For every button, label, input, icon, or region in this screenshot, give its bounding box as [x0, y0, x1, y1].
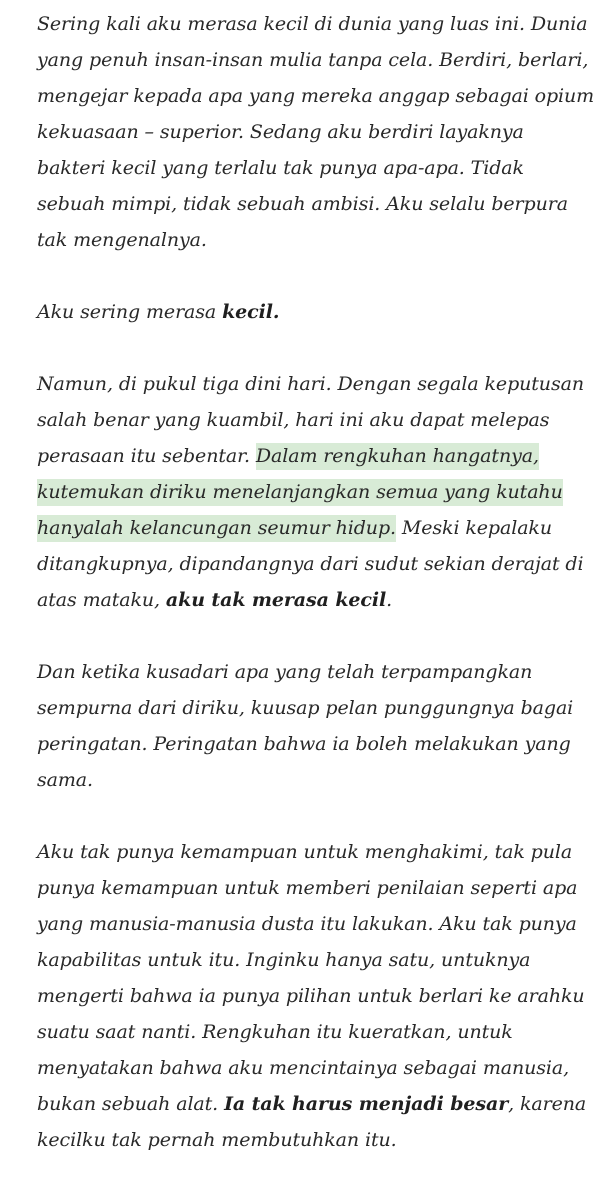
text-segment: Sering kali aku merasa kecil di dunia yang luas ini. Dunia yang penuh insan-insan mulia tanpa cela. Berdiri, berlari, mengejar kepada apa yang mereka anggap sebagai opium kekuasaan – superior. Sedang aku berdiri layaknya bakteri kecil yang terlalu tak punya apa-apa. Tidak sebuah mimpi, tidak sebuah ambisi. Aku selalu berpura tak mengenalnya. [37, 13, 595, 251]
text-segment: Meski kepalaku ditangkupnya, dipandangnya dari sudut sekian derajat di atas mataku, [37, 517, 584, 611]
paragraph-3 [37, 366, 597, 618]
text-segment: Namun, di pukul tiga dini hari. Dengan segala keputusan salah benar yang kuambil, hari ini aku dapat melepas perasaan itu sebentar. [37, 373, 584, 467]
paragraph-4 [37, 654, 597, 798]
paragraph-1 [37, 0, 597, 258]
text-segment: , karena kecilku tak pernah membutuhkan itu. [37, 1093, 587, 1151]
text-segment: Dan ketika kusadari apa yang telah terpampangkan sempurna dari diriku, kuusap pelan punggungnya bagai peringatan. Peringatan bahwa ia boleh melakukan yang sama. [37, 661, 574, 791]
bold-text-segment: Ia tak harus menjadi besar [224, 1093, 509, 1115]
bold-text-segment: aku tak merasa kecil [165, 589, 387, 611]
paragraph-2 [37, 294, 597, 330]
article-body [37, 0, 597, 1158]
text-segment: Aku sering merasa [37, 301, 223, 323]
text-segment: Aku tak punya kemampuan untuk menghakimi, tak pula punya kemampuan untuk memberi penilaian seperti apa yang manusia-manusia dusta itu lakukan. Aku tak punya kapabilitas untuk itu. Inginku hanya satu, untuknya mengerti bahwa ia punya pilihan untuk berlari ke arahku suatu saat nanti. Rengkuhan itu kueratkan, untuk menyatakan bahwa aku mencintainya sebagai manusia, bukan sebuah alat. [37, 841, 585, 1115]
text-segment: . [386, 589, 393, 611]
bold-text-segment: kecil. [222, 301, 280, 323]
highlighted-text-segment[interactable]: Dalam rengkuhan hangatnya, kutemukan diriku menelanjangkan semua yang kutahu hanyalah kelancungan seumur hidup. [37, 443, 563, 542]
paragraph-5 [37, 834, 597, 1158]
